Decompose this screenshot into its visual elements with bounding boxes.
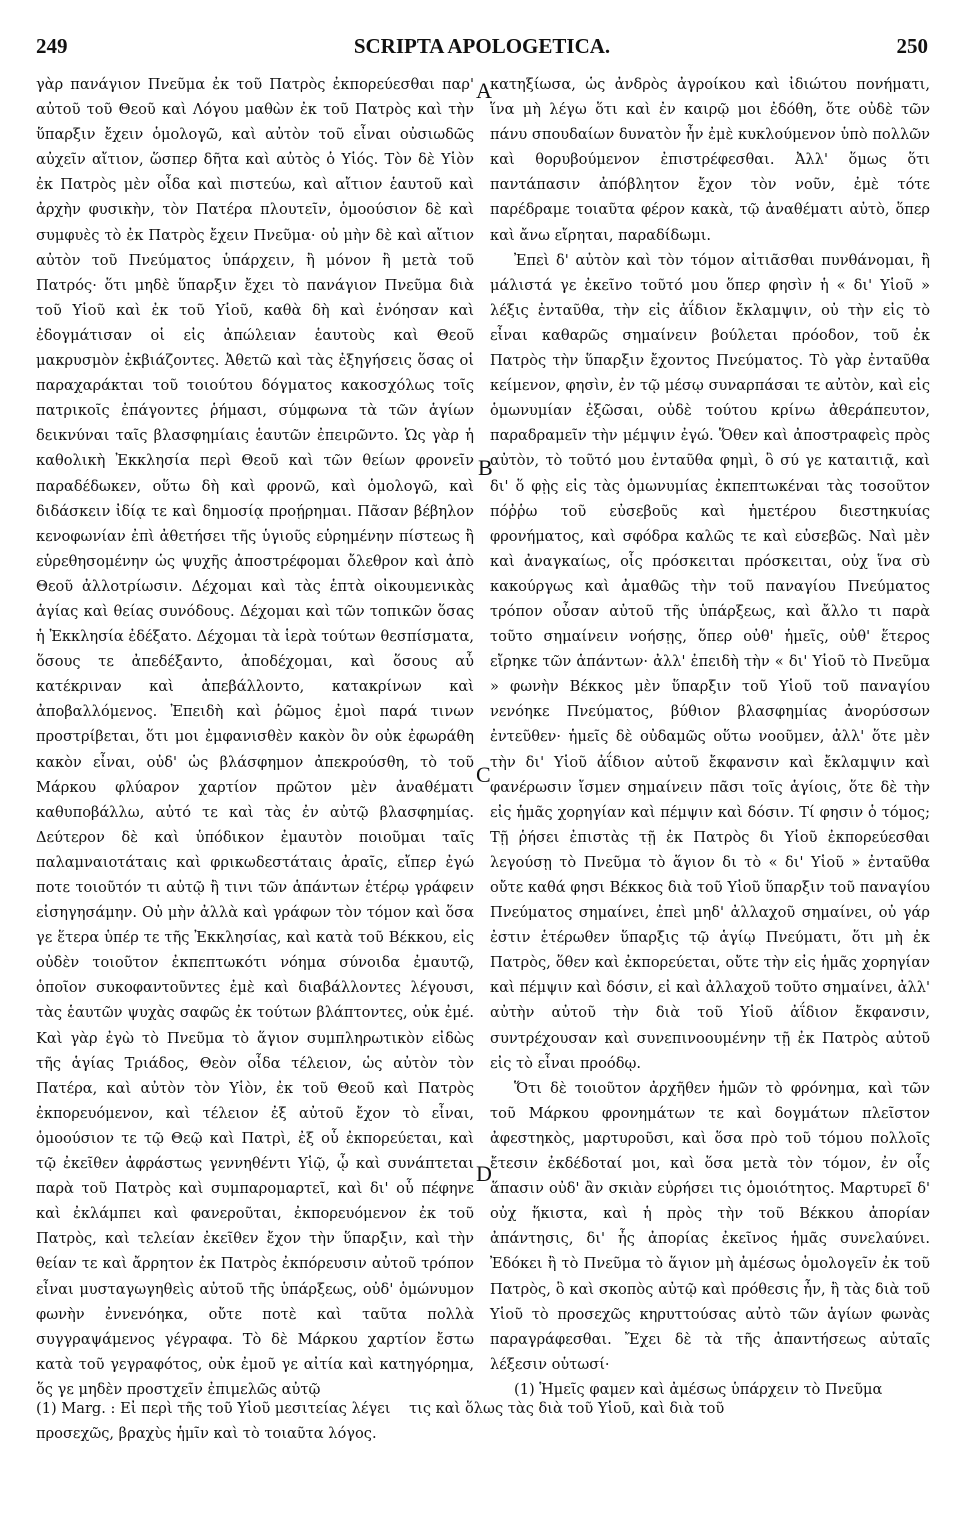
right-paragraph-3: Ὅτι δὲ τοιοῦτον ἀρχῆθεν ἡμῶν τὸ φρόνημα, καὶ τῶν τοῦ Μάρκου φρονημάτων τε καὶ δογμάτων πλεῖστον ἀφεστηκὸς, μαρτυροῦσι, καὶ ὅσα πρὸ τοῦ τόμου πολλοῖς ἔτεσιν ἐκδέδοταί μοι, καὶ ὅσα μετὰ τὸν τόμον, ἐν οἷς ἅπασιν οὐδ' ἂν σκιὰν εὑρήσει τις ὁμοιότητος. Μαρτυρεῖ δ' οὐχ ἥκιστα, καὶ ἡ πρὸς τὴν τοῦ Βέκκου ἀπορίαν ἀπάντησις, δι' ἧς ἀπορίας ἐκεῖνος ἡμᾶς συνελαύνει. Ἐδόκει ἢ τὸ Πνεῦμα τὸ ἅγιον μὴ ἀμέσως ὁμολογεῖν ἐκ τοῦ Πατρὸς, ὃ καὶ σκοπὸς αὐτῷ καὶ πρόθεσις ἦν, ἢ τὰς διὰ τοῦ Υἱοῦ τὸ προσεχῶς κηρυττούσας αὐτὸ τῶν ἁγίων φωνὰς παραγράφεσθαι. Ἔχει δὲ τὰ τῆς ἀπαντήσεως αὐταῖς λέξεσιν οὑτωσί· — [490, 1079, 930, 1373]
right-footnote-start: (1) Ἡμεῖς φαμεν καὶ ἀμέσως ὑπάρχειν τὸ Πνεῦμα — [514, 1380, 883, 1398]
page-number-left: 249 — [36, 34, 68, 58]
section-marker-d: D — [476, 1161, 492, 1186]
right-paragraph-1: κατηξίωσα, ὡς ἀνδρὸς ἀγροίκου καὶ ἰδιώτου πονήματι, ἵνα μὴ λέγω ὅτι καὶ ἐν καιρῷ μοι ἐδόθη, ὅτε οὐδὲ τῶν πάνυ σπουδαίων δυνατὸν ἦν ἐμὲ κυκλούμενον ὑπὸ πολλῶν καὶ θορυβούμενον ἐπιστρέφεσθαι. Ἀλλ' ὅμως ὅτι παντάπασιν ἀπόβλητον ἔχον τὸν νοῦν, ἐμὲ τότε παρέδραμε τοιαῦτα φέρον κακὰ, τῷ ἀναθέματι αὐτὸ, ὅπερ καὶ ἄνω εἴρηται, παραδίδωμι. — [490, 76, 930, 244]
section-marker-a: A — [476, 78, 492, 103]
section-marker-c: C — [476, 762, 491, 787]
page-number-right: 250 — [896, 34, 928, 58]
page-header — [36, 34, 928, 64]
left-column — [36, 72, 474, 1402]
footnote-row — [36, 1396, 930, 1446]
left-body-text: γὰρ πανάγιον Πνεῦμα ἐκ τοῦ Πατρὸς ἐκπορεύεσθαι παρ' αὐτοῦ τοῦ Θεοῦ καὶ Λόγου μαθὼν ἐκ τοῦ Πατρὸς καὶ τὴν ὕπαρξιν ἔχειν ὁμολογῶ, καὶ αὐτὸν τοῦ εἶναι οὐσιωδῶς αὐχεῖν αἴτιον, ὥσπερ δῆτα καὶ αὐτὸς ὁ Υἱός. Τὸν δὲ Υἱὸν ἐκ Πατρὸς μὲν οἶδα καὶ πιστεύω, καὶ αἴτιον ἑαυτοῦ καὶ ἀρχὴν φυσικὴν, τὸν Πατέρα πλουτεῖν, ὁμοούσιον δὲ καὶ συμφυὲς τὸ ἐκ Πατρὸς ἔχειν Πνεῦμα· οὐ μὴν δὲ καὶ αἴτιον αὐτὸν τοῦ Πνεύματος ὑπάρχειν, ἢ μόνον ἢ μετὰ τοῦ Πατρός· ὅτι μηδὲ ὕπαρξιν ἔχει τὸ πανάγιον Πνεῦμα διὰ τοῦ Υἱοῦ καὶ ἐκ τοῦ Υἱοῦ, καθὰ δὴ καὶ ἐνόησαν καὶ ἐδογμάτισαν οἱ εἰς ἀπώλειαν ἑαυτοὺς καὶ Θεοῦ μακρυσμὸν ἐκβιάζοντες. Ἀθετῶ καὶ τὰς ἐξηγήσεις ὅσας οἱ παραχαράκται τοῦ τοιούτου δόγματος κακοσχόλως τοῖς πατρικοῖς ἐπάγοντες ῥήμασι, σύμφωνα τὰ τῶν ἁγίων δεικνύναι ταῖς βλασφημίαις ἑαυτῶν ἐπειρῶντο. Ὡς γὰρ ἡ καθολικὴ Ἐκκλησία περὶ Θεοῦ καὶ τῶν θείων φρονεῖν παραδέδωκεν, οὕτω δὴ καὶ φρονῶ, καὶ ὁμολογῶ, καὶ διδάσκειν ἰδίᾳ τε καὶ δημοσίᾳ προῄρημαι. Πᾶσαν βέβηλον κενοφωνίαν ἐπὶ ἀθετήσει τῆς ὑγιοῦς εὑρημένην πίστεως ἢ εὑρεθησομένην ὡς ψυχῆς ἀποστρέφομαι ὄλεθρον καὶ ἀπὸ Θεοῦ ἀλλοτρίωσιν. Δέχομαι καὶ τὰς ἑπτὰ οἰκουμενικὰς ἁγίας καὶ θείας συνόδους. Δέχομαι καὶ τῶν τοπικῶν ὅσας ἡ Ἐκκλησία ἐδέξατο. Δέχομαι τὰ ἱερὰ τούτων θεσπίσματα, ὅσους τε ἀπεδέξαντο, ἀποδέχομαι, καὶ ὅσους αὖ κατέκριναν καὶ ἀπεβάλλοντο, κατακρίνων καὶ ἀποβαλλόμενος. Ἐπειδὴ καὶ ῥῶμος ἐμοὶ παρά τινων προστρίβεται, ὅτι μοι ἐμφανισθὲν κακὸν ὂν οὐκ ἐφωράθη κακὸν εἶναι, οὐδ' ὡς βλάσφημον ἀπεκρούσθη, τὸ τοῦ Μάρκου φλύαρον χαρτίον πρῶτον μὲν ἀναθέματι καθυποβάλλω, αὐτό τε καὶ τὰς ἐν αὐτῷ βλασφημίας. Δεύτερον δὲ καὶ ὑπόδικον ἐμαυτὸν ποιοῦμαι ταῖς παλαμναιοτάταις καὶ φρικωδεστάταις ἀραῖς, εἴπερ ἐγώ ποτε τοιοῦτόν τι αὐτῷ ἢ τινι τῶν ἁπάντων ἑτέρῳ γράφειν εἰσηγησάμην. Οὐ μὴν ἀλλὰ καὶ γράφων τὸν τόμον καὶ ὅσα γε ἕτερα ὑπέρ τε τῆς Ἐκκλησίας, καὶ κατὰ τοῦ Βέκκου, εἰς οὐδὲν τοιοῦτον ἐκπεπτωκότι νόημα σύνοιδα ἐμαυτῷ, ὁποῖον συκοφαντοῦντες ἐμὲ καὶ διαβάλλοντες λέγουσι, τὰς ἑαυτῶν ψυχὰς σαφῶς ἐκ τούτων βλάπτοντες, οὐκ ἐμέ. Καὶ γὰρ ἐγὼ τὸ Πνεῦμα τὸ ἅγιον συμπληρωτικὸν εἰδὼς τῆς ἁγίας Τριάδος, Θεὸν οἶδα τέλειον, ὡς αὐτὸν τὸν Πατέρα, καὶ αὐτὸν τὸν Υἱὸν, ἐκ τοῦ Θεοῦ καὶ Πατρὸς ἐκπορευόμενον, καὶ τέλειον ἐξ αὐτοῦ ἔχον τὸ εἶναι, ὁμοούσιον τε τῷ Θεῷ καὶ Πατρὶ, ἐξ οὗ ἐκπορεύεται, καὶ τῷ ἐκεῖθεν ἀφράστως γεννηθέντι Υἱῷ, ᾧ καὶ συνάπτεται παρὰ τοῦ Πατρὸς καὶ συμπαρομαρτεῖ, καὶ δι' οὗ πέφηνε καὶ ἐκλάμπει καὶ φανεροῦται, ἐκπορευόμενον ἐκ τοῦ Πατρὸς, καὶ τελείαν ἐκεῖθεν ἔχον τὴν ὕπαρξιν, καὶ τὴν θείαν τε καὶ ἄρρητον ἐκ Πατρὸς ἐκπόρευσιν αὐτοῦ τρόπον εἶναι μυσταγωγηθεὶς αὐτοῦ τῆς ὑπάρξεως, οὐδ' ὁμώνυμον φωνὴν ἐννενόηκα, οὔτε ποτὲ καὶ ταῦτα πολλὰ συγγραψάμενος γέγραφα. Τὸ δὲ Μάρκου χαρτίον ἔστω κατὰ τοῦ γεγραφότος, οὐκ ἐμοῦ γε αἰτία καὶ κατηγόρημα, ὅς γε μηδὲν προστχεῖν ἐπιμελῶς αὐτῷ — [36, 76, 474, 1398]
left-footnote-text: (1) Marg. : Εἰ περὶ τῆς τοῦ Υἱοῦ μεσιτείας λέγει — [36, 1400, 391, 1417]
right-column — [490, 72, 930, 1402]
left-footnote-line-1 — [36, 1396, 930, 1421]
left-footnote-line-2: προσεχῶς, βραχὺς ἡμῖν καὶ τὸ τοιαῦτα λόγος. — [36, 1425, 377, 1443]
right-paragraph-2: Ἐπεὶ δ' αὐτὸν καὶ τὸν τόμον αἰτιᾶσθαι πυνθάνομαι, ἢ μάλιστά γε ἐκεῖνο τοῦτό μου ὅπερ φησὶν ἡ « δι' Υἱοῦ » λέξις ἐνταῦθα, τὴν εἰς ἀΐδιον ἔκλαμψιν, οὐ τὴν εἰς τὸ εἶναι καθαρῶς σημαίνειν βούλεται πρόοδον, τοῦ ἐκ Πατρὸς τὴν ὕπαρξιν ἔχοντος Πνεύματος. Τὸ γὰρ ἐνταῦθα κείμενον, φησὶν, ἐν τῷ μέσῳ συναρπάσαι τε αὐτὸν, καὶ εἰς ὁμωνυμίαν ἐξῶσαι, οὐδὲ τούτου κρίνω ἀθεράπευτον, παραδραμεῖν τὴν μέμψιν ἐγώ. Ὅθεν καὶ ἀποστραφεὶς πρὸς αὐτὸν, τὸ τοῦτό μου ἐνταῦθα φημὶ, ὃ σύ γε καταιτιᾷ, καὶ δι' ὅ φῂς εἰς τὰς ὁμωνυμίας ἐκπεπτωκέναι τὰς τοσοῦτον πόῤῥω τοῦ εὐσεβοῦς καὶ ἡμετέρου διεστηκυίας φρονήματος, καὶ σφόδρα καλῶς τε καὶ εὐσεβῶς. Ναὶ μὲν καὶ ἀναγκαίως, οἷς πρόσκειται πρόσκειται, οὐχ ἵνα σὺ κακούργως καὶ ἀμαθῶς τὴν τοῦ παναγίου Πνεύματος τρόπον οὖσαν αὐτοῦ τῆς ὑπάρξεως, καὶ ἄλλο τι παρὰ τοῦτο σημαίνειν νοήσῃς, ὅπερ οὐθ' ἡμεῖς, οὐθ' ἕτερος εἴρηκε τῶν ἁπάντων· ἀλλ' ἐπειδὴ τὴν « δι' Υἱοῦ τὸ Πνεῦμα » φωνὴν Βέκκος μὲν ὕπαρξιν τοῦ Υἱοῦ τοῦ παναγίου νενόηκε Πνεύματος, βύθιον βλασφημίας ἀνορύσσων ἐντεῦθεν· ἡμεῖς δὲ οὐδαμῶς οὕτω νοοῦμεν, ἀλλ' ὅτε μὲν τὴν δι' Υἱοῦ ἀΐδιον αὐτοῦ ἔκφανσιν καὶ ἔκλαμψιν καὶ φανέρωσιν ἴσμεν σημαίνειν πᾶσι τοῖς ἁγίοις, ὅτε δὲ τὴν εἰς ἡμᾶς χορηγίαν καὶ πέμψιν καὶ δόσιν. Τί φησιν ὁ τόμος; Τῇ ῥήσει ἐπιστὰς τῇ ἐκ Πατρὸς δι Υἱοῦ ἐκπορεύεσθαι λεγούσῃ τὸ Πνεῦμα τὸ ἅγιον δι τὸ « δι' Υἱοῦ » ἐνταῦθα οὔτε καθά φησι Βέκκος διὰ τοῦ Υἱοῦ ὕπαρξιν τοῦ παναγίου Πνεύματος σημαίνει, ἐπεὶ μηδ' ἀλλαχοῦ σημαίνει, οὐ γάρ ἐστιν ἑτέρωθεν ὕπαρξις τῷ ἁγίῳ Πνεύματι, ὅτι μὴ ἐκ Πατρὸς, ὅθεν καὶ ἐκπορεύεται, οὔτε τὴν εἰς ἡμᾶς χορηγίαν καὶ πέμψιν καὶ δόσιν, εἰ καὶ ἀλλαχοῦ τοῦτο σημαίνει, ἀλλ' αὐτὴν αὐτοῦ τὴν διὰ τοῦ Υἱοῦ ἀΐδιον ἔκφανσιν, συντρέχουσαν καὶ συνεπινοουμένην τῇ ἐκ Πατρὸς αὐτοῦ εἰς τὸ εἶναι προόδῳ. — [490, 251, 930, 1072]
section-marker-b: B — [478, 455, 493, 480]
running-title: SCRIPTA APOLOGETICA. — [353, 34, 611, 58]
right-footnote-continuation: τις καὶ ὅλως τὰς διὰ τοῦ Υἱοῦ, καὶ διὰ τοῦ — [409, 1400, 725, 1417]
